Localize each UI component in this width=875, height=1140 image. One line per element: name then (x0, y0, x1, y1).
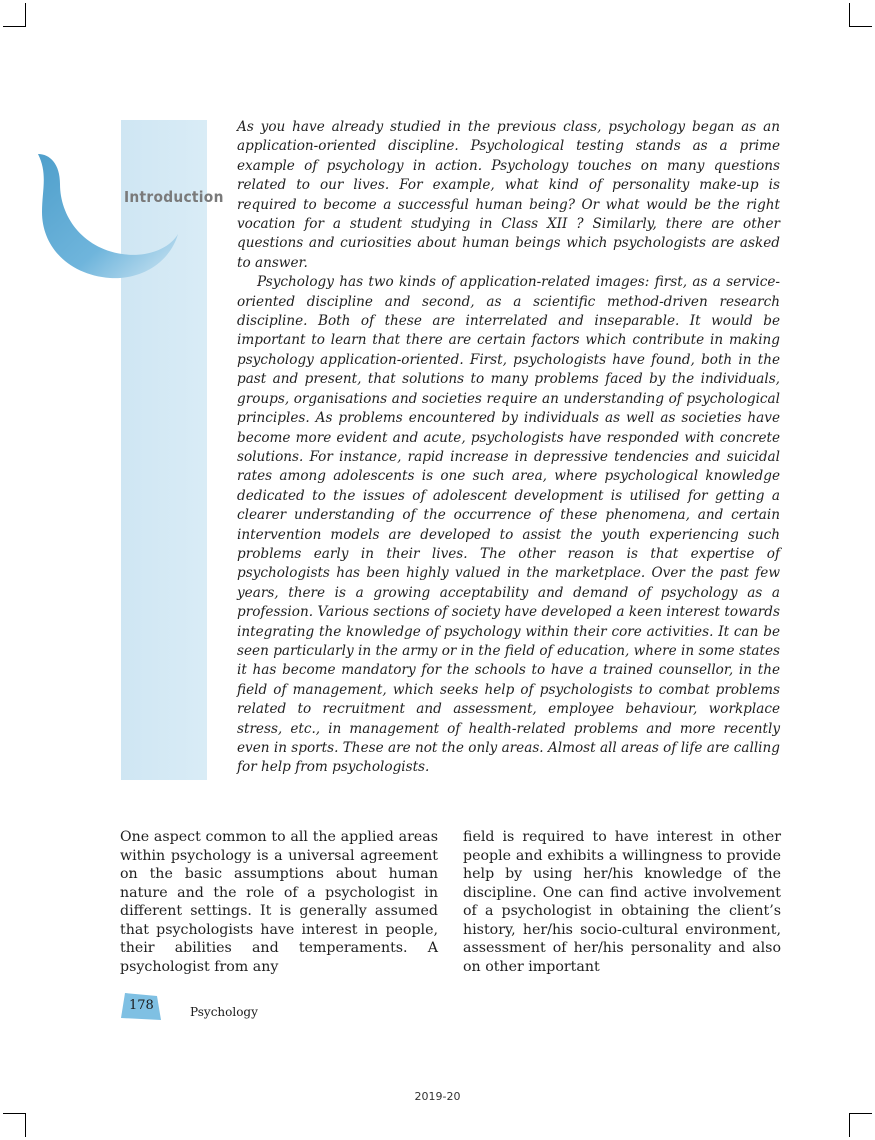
body-column-left (120, 828, 438, 976)
crop-mark-top-left-v (25, 3, 26, 27)
section-label: Introduction (124, 188, 224, 206)
crop-mark-top-left-h (3, 26, 26, 27)
body-paragraph: One aspect common to all the applied areas within psychology is a universal agreement on the basic assumptions about human nature and the role of a psychologist in different settings. It is generally assumed that psychologists have interest in people, their abilities and temperaments. A psychologist from any (120, 829, 438, 975)
chapter-swoosh-icon (30, 150, 180, 285)
body-paragraph: field is required to have interest in other people and exhibits a willingness to provide help by using her/his knowledge of the discipline. One can find active involvement of a psychologist in obtaining the client’s history, her/his socio-cultural environment, assessment of her/his personality and also on other important (463, 829, 781, 975)
intro-paragraph: As you have already studied in the previous class, psychology began as an application-oriented discipline. Psychological testing stands as a prime example of psychology in action. Psychology touches on many questions related to our lives. For example, what kind of personality make-up is required to become a successful human being? Or what would be the right vocation for a student studying in Class XII ? Similarly, there are other questions and curiosities about human beings which psychologists are asked to answer. (237, 119, 780, 271)
crop-mark-top-right-h (849, 26, 872, 27)
crop-mark-bottom-left-v (25, 1113, 26, 1137)
intro-paragraph: Psychology has two kinds of application-related images: first, as a service-oriented discipline and second, as a scientific method-driven research discipline. Both of these are interrelated and inseparable. It would be important to learn that there are certain factors which contribute in making psychology application-oriented. First, psychologists have found, both in the past and present, that solutions to many problems faced by the individuals, groups, organisations and societies require an understanding of psychological principles. As problems encountered by individuals as well as societies have become more evident and acute, psychologists have responded with concrete solutions. For instance, rapid increase in depressive tendencies and suicidal rates among adolescents is one such area, where psychological knowledge dedicated to the issues of adolescent development is utilised for getting a clearer understanding of the occurrence of these phenomena, and certain intervention models are developed to assist the youth experiencing such problems early in their lives. The other reason is that expertise of psychologists has been highly valued in the marketplace. Over the past few years, there is a growing acceptability and demand of psychology as a profession. Various sections of society have developed a keen interest towards integrating the knowledge of psychology within their core activities. It can be seen particularly in the army or in the field of education, where in some states it has become mandatory for the schools to have a trained counsellor, in the field of management, which seeks help of psychologists to combat problems related to recruitment and assessment, employee behaviour, workplace stress, etc., in management of health-related problems and more recently even in sports. These are not the only areas. Almost all areas of life are calling for help from psychologists. (237, 274, 780, 776)
crop-mark-top-right-v (849, 3, 850, 27)
intro-text (237, 118, 780, 778)
year-stamp: 2019-20 (414, 1090, 461, 1103)
body-column-right (463, 828, 781, 976)
crop-mark-bottom-right-v (849, 1113, 850, 1137)
crop-mark-bottom-right-h (849, 1113, 872, 1114)
page-number: 178 (129, 998, 154, 1013)
running-footer: Psychology (190, 1005, 258, 1019)
crop-mark-bottom-left-h (3, 1113, 26, 1114)
